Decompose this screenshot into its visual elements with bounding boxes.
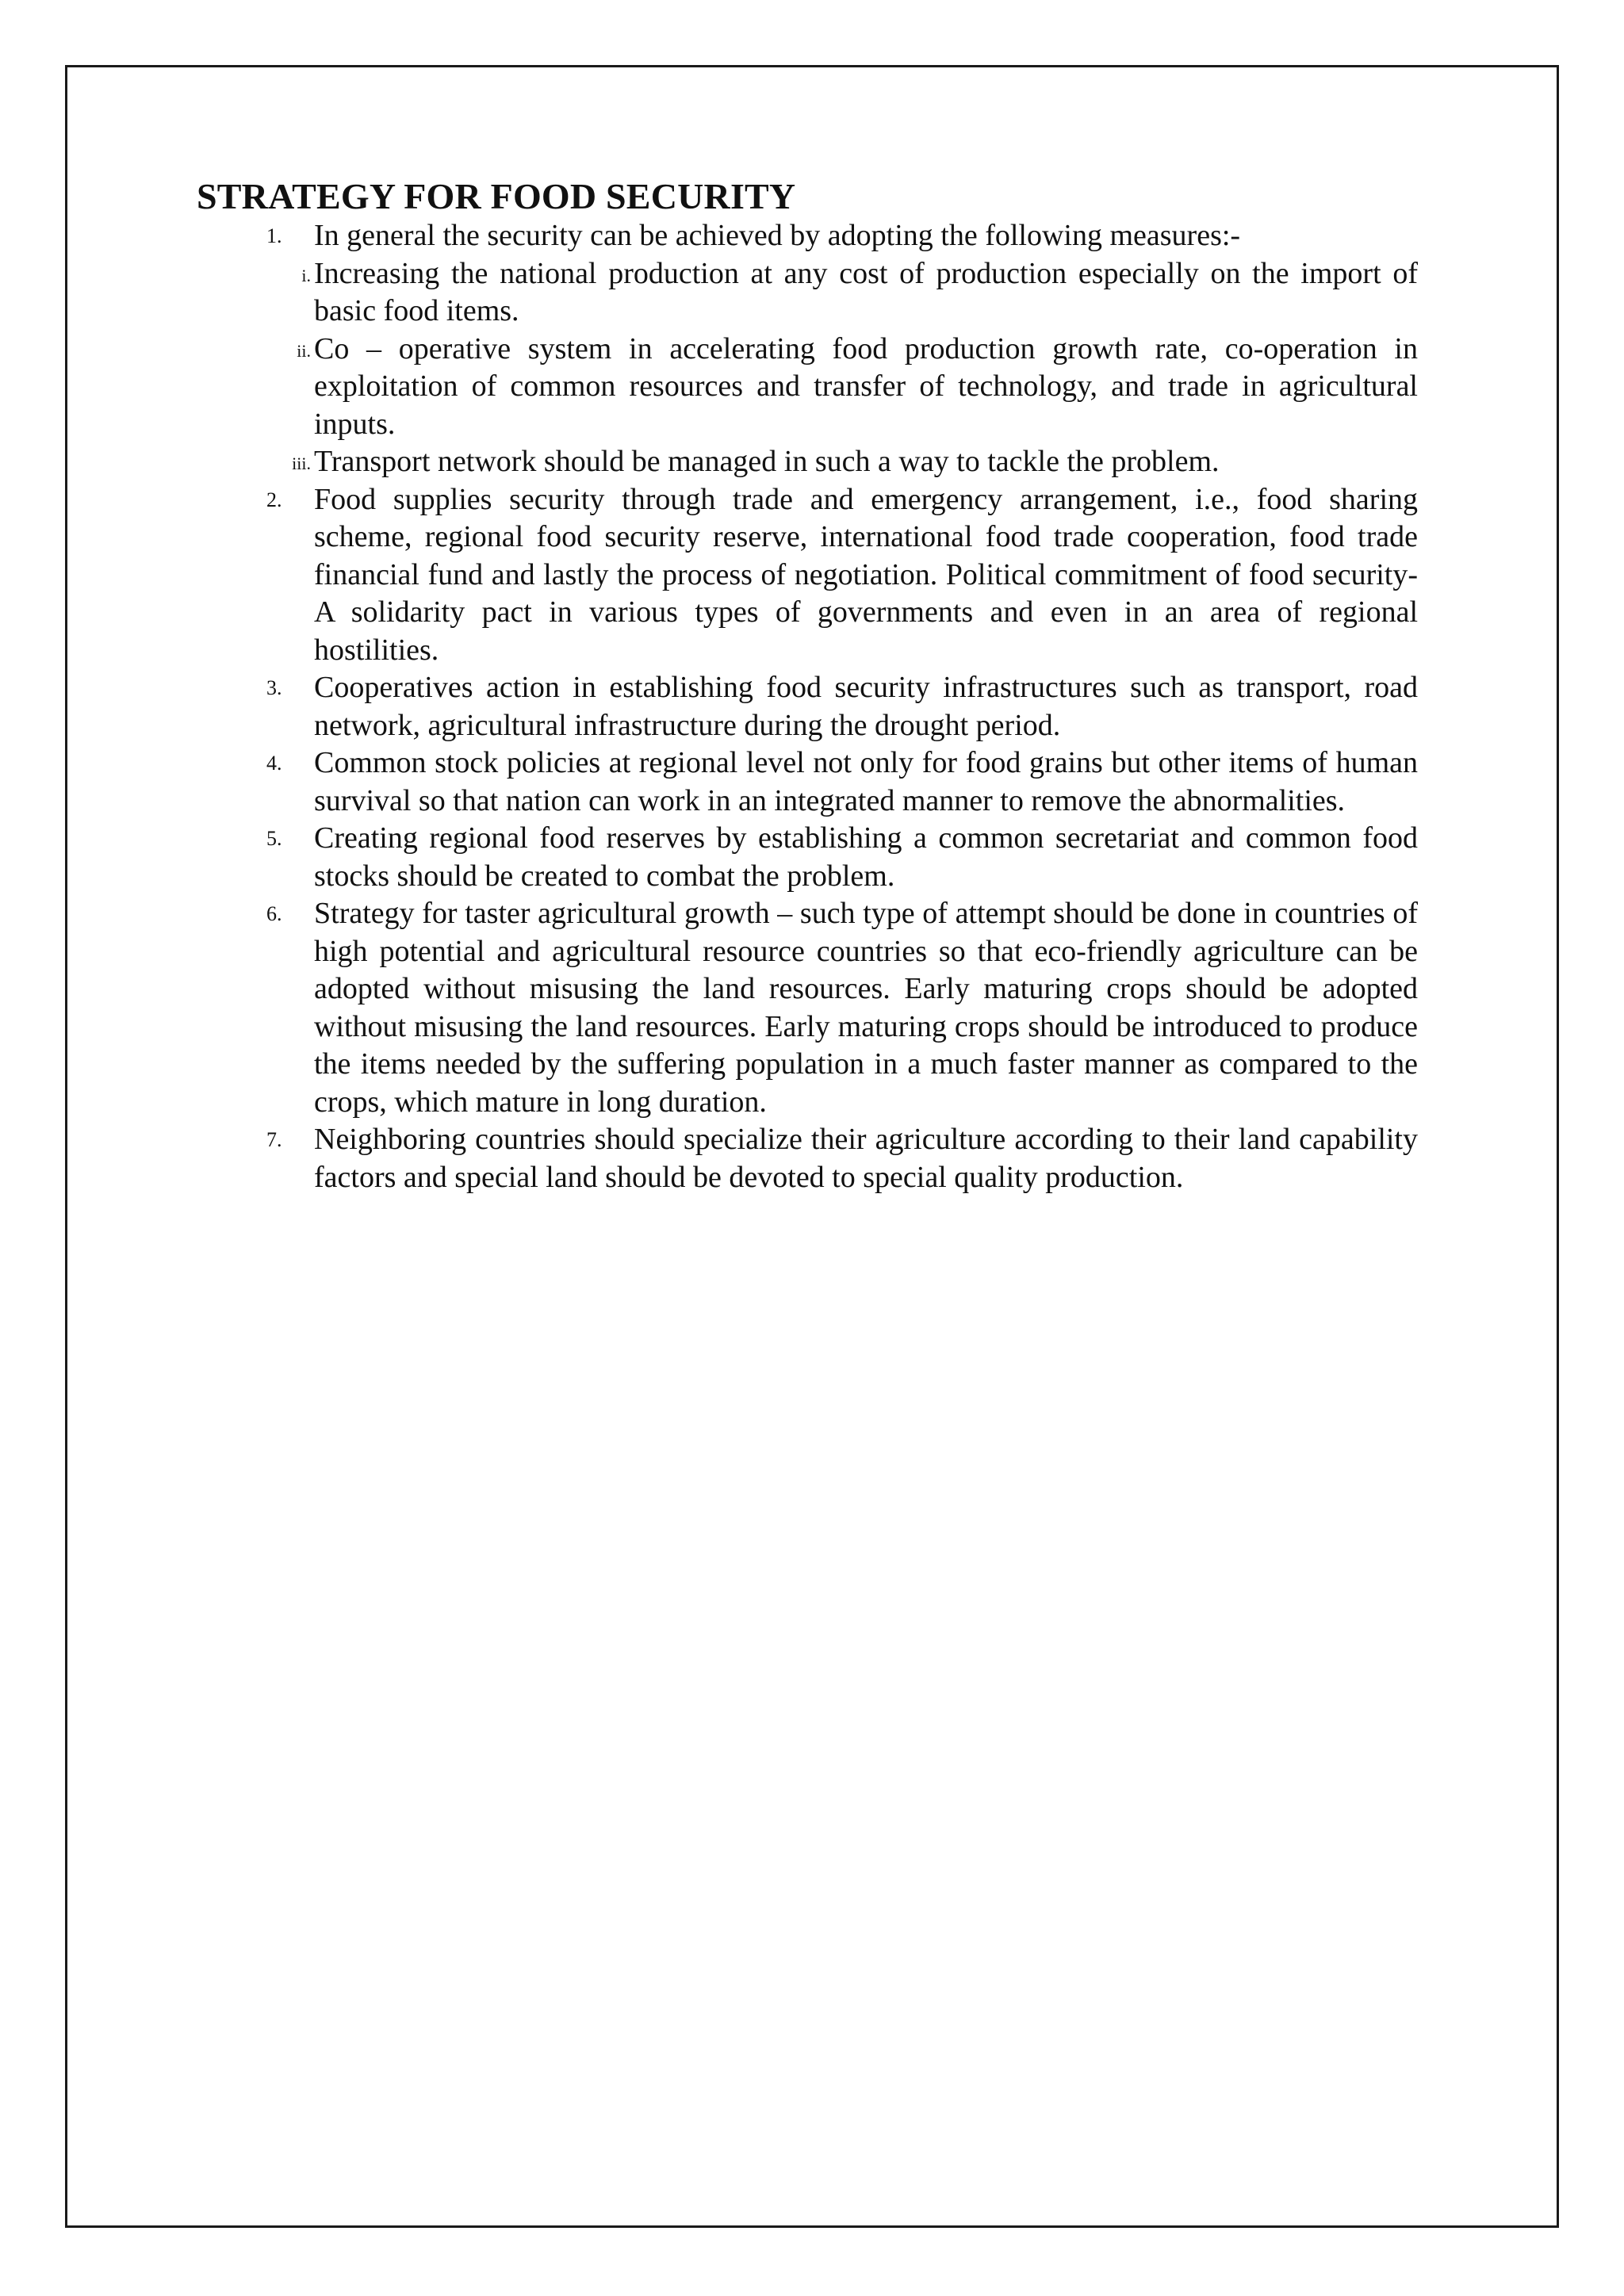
list-item <box>197 820 1418 895</box>
sub-item-text: Transport network should be managed in such a way to tackle the problem. <box>314 445 1220 478</box>
list-item <box>197 895 1418 1121</box>
item-text: Neighboring countries should specialize their agriculture according to their land capability factors and special land should be devoted to special quality production. <box>314 1123 1418 1194</box>
list-item <box>197 744 1418 820</box>
sub-list-item <box>301 255 1418 331</box>
item-text: Creating regional food reserves by establishing a common secretariat and common food stocks should be created to combat the problem. <box>314 821 1418 893</box>
item-number: 1. <box>266 224 282 247</box>
list-item <box>197 217 1418 481</box>
item-text: In general the security can be achieved by adopting the following measures:- <box>314 219 1241 252</box>
sub-item-number: iii. <box>292 453 311 473</box>
sub-item-text: Increasing the national production at any cost of production especially on the import of basic food items. <box>314 256 1418 327</box>
item-number: 3. <box>266 676 282 699</box>
item-number: 2. <box>266 488 282 511</box>
list-item <box>197 481 1418 670</box>
item-number: 6. <box>266 902 282 925</box>
sub-item-text: Co – operative system in accelerating food production growth rate, co-operation in exploitation of common resources and transfer of technology, and trade in agricultural inputs. <box>314 331 1418 441</box>
sub-list-item <box>292 443 1418 481</box>
strategy-list <box>197 217 1418 1196</box>
sub-item-number: ii. <box>297 340 311 361</box>
sub-list <box>292 255 1418 481</box>
item-text: Food supplies security through trade and emergency arrangement, i.e., food sharing scheme, regional food security reserve, international food trade cooperation, food trade financial fund and lastly the process of negotiation. Political commitment of food security- A solidarity pact in various types of governments and even in an area of regional hostilities. <box>314 482 1418 667</box>
item-number: 4. <box>266 752 282 775</box>
item-number: 5. <box>266 827 282 850</box>
item-text: Strategy for taster agricultural growth – such type of attempt should be done in countries of high potential and agricultural resource countries so that eco-friendly agriculture can be adopted without misusing the land resources. Early maturing crops should be adopted without misusing the land resources. Early maturing crops should be introduced to produce the items needed by the suffering population in a much faster manner as compared to the crops, which mature in long duration. <box>314 897 1418 1119</box>
list-item <box>197 1121 1418 1196</box>
item-text: Cooperatives action in establishing food security infrastructures such as transport, road network, agricultural infrastructure during the drought period. <box>314 671 1418 742</box>
document-title: STRATEGY FOR FOOD SECURITY <box>197 176 796 216</box>
list-item <box>197 669 1418 744</box>
sub-item-number: i. <box>301 265 311 285</box>
item-text: Common stock policies at regional level not only for food grains but other items of human survival so that nation can work in an integrated manner to remove the abnormalities. <box>314 746 1418 817</box>
document-body <box>197 176 1418 1196</box>
item-number: 7. <box>266 1128 282 1151</box>
sub-list-item <box>297 331 1418 444</box>
